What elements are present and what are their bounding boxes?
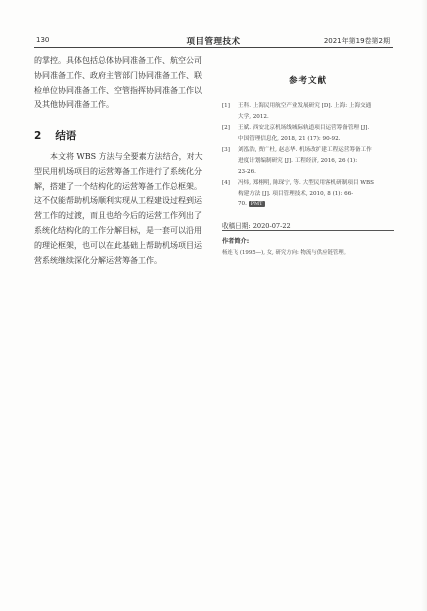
reference-line: 王科. 上海民用航空产业发展研究 [D]. 上海: 上海交通	[238, 103, 372, 109]
reference-line: 冯炜, 郑栩明, 陈琛宁, 等. 大型民用客机研制项目 WBS	[238, 180, 374, 187]
conclusion-line: 的理论框架，也可以在此基础上帮助机场项目运	[34, 240, 202, 250]
received-rule	[222, 230, 394, 231]
intro-line: 协同准备工作、政府主管部门协同准备工作、联	[34, 70, 202, 80]
reference-index: [4]	[222, 180, 230, 187]
reference-line: 王斌. 西安北京机场线城际轨道项目运营筹备管理 [J].	[238, 125, 370, 132]
reference-item	[222, 178, 394, 210]
reference-line: 进度计划编制研究 [J]. 工程经济, 2016, 26 (1):	[238, 157, 358, 164]
reference-index: [3]	[222, 147, 230, 154]
section-title: 结语	[55, 130, 77, 142]
conclusion-line: 本文将 WBS 方法与全要素方法结合，对大	[50, 152, 203, 161]
journal-title: 项目管理技术	[186, 37, 241, 47]
header-rule	[34, 47, 393, 48]
left-column-intro	[34, 54, 212, 113]
reference-line-end: 70.	[238, 201, 247, 208]
reference-line: 刘泓浩, 贾广杜, 赵志华. 机场改扩建工程运营筹备工作	[238, 147, 372, 154]
conclusion-line: 解，搭建了一个结构化的运营筹备工作总框架。	[34, 181, 202, 191]
reference-list	[222, 101, 394, 211]
section-number: 2	[34, 130, 42, 142]
scan-shade	[421, 0, 427, 611]
conclusion-line: 营工作的过渡，而且也给今后的运营工作列出了	[34, 211, 202, 221]
conclusion-line: 营系统继续深化分解运营筹备工作。	[34, 255, 162, 265]
reference-item	[222, 145, 394, 177]
intro-line: 检单位协同准备工作、空管指挥协同准备工作以	[34, 85, 202, 95]
reference-line: 中国管理信息化, 2018, 21 (17): 90-92.	[238, 135, 341, 142]
author-text: 杨连飞 (1995—), 女, 研究方向: 物流与供应链管理。	[222, 250, 350, 256]
reference-item	[222, 123, 394, 144]
reference-line: 构建方法 [J]. 项目管理技术, 2010, 8 (1): 66-	[238, 190, 354, 197]
reference-index: [1]	[222, 103, 230, 109]
reference-line	[238, 199, 394, 210]
conclusion-line: 型民用机场项目的运营筹备工作进行了系统化分	[34, 166, 202, 176]
pmt-mark: PMT	[250, 201, 263, 208]
reference-line: 23-26.	[238, 168, 256, 175]
section-heading	[34, 128, 212, 143]
received-date: 2020-07-22	[252, 222, 291, 230]
reference-index: [2]	[222, 125, 230, 132]
page-number: 130	[36, 36, 50, 44]
reference-line: 大学, 2012.	[238, 113, 269, 120]
conclusion-line: 系统化结构化的工作分解目标，是一套可以沿用	[34, 225, 202, 235]
author-bio	[222, 236, 394, 256]
received-date-line	[222, 220, 291, 230]
intro-line: 的掌控。具体包括总体协同准备工作、航空公司	[34, 56, 202, 65]
intro-paragraph	[34, 54, 212, 113]
left-column-conclusion	[34, 150, 212, 268]
conclusion-line: 这不仅能帮助机场顺利实现从工程建设过程到运	[34, 196, 202, 206]
running-header	[0, 0, 427, 50]
reference-item	[222, 101, 394, 122]
references-title: 参考文献	[288, 76, 327, 86]
issue-info: 2021年第19卷第2期	[323, 37, 390, 45]
author-label: 作者简介:	[222, 238, 250, 245]
intro-line: 及其他协同准备工作。	[34, 100, 114, 110]
conclusion-paragraph	[34, 150, 212, 268]
received-label: 收稿日期:	[222, 222, 251, 230]
